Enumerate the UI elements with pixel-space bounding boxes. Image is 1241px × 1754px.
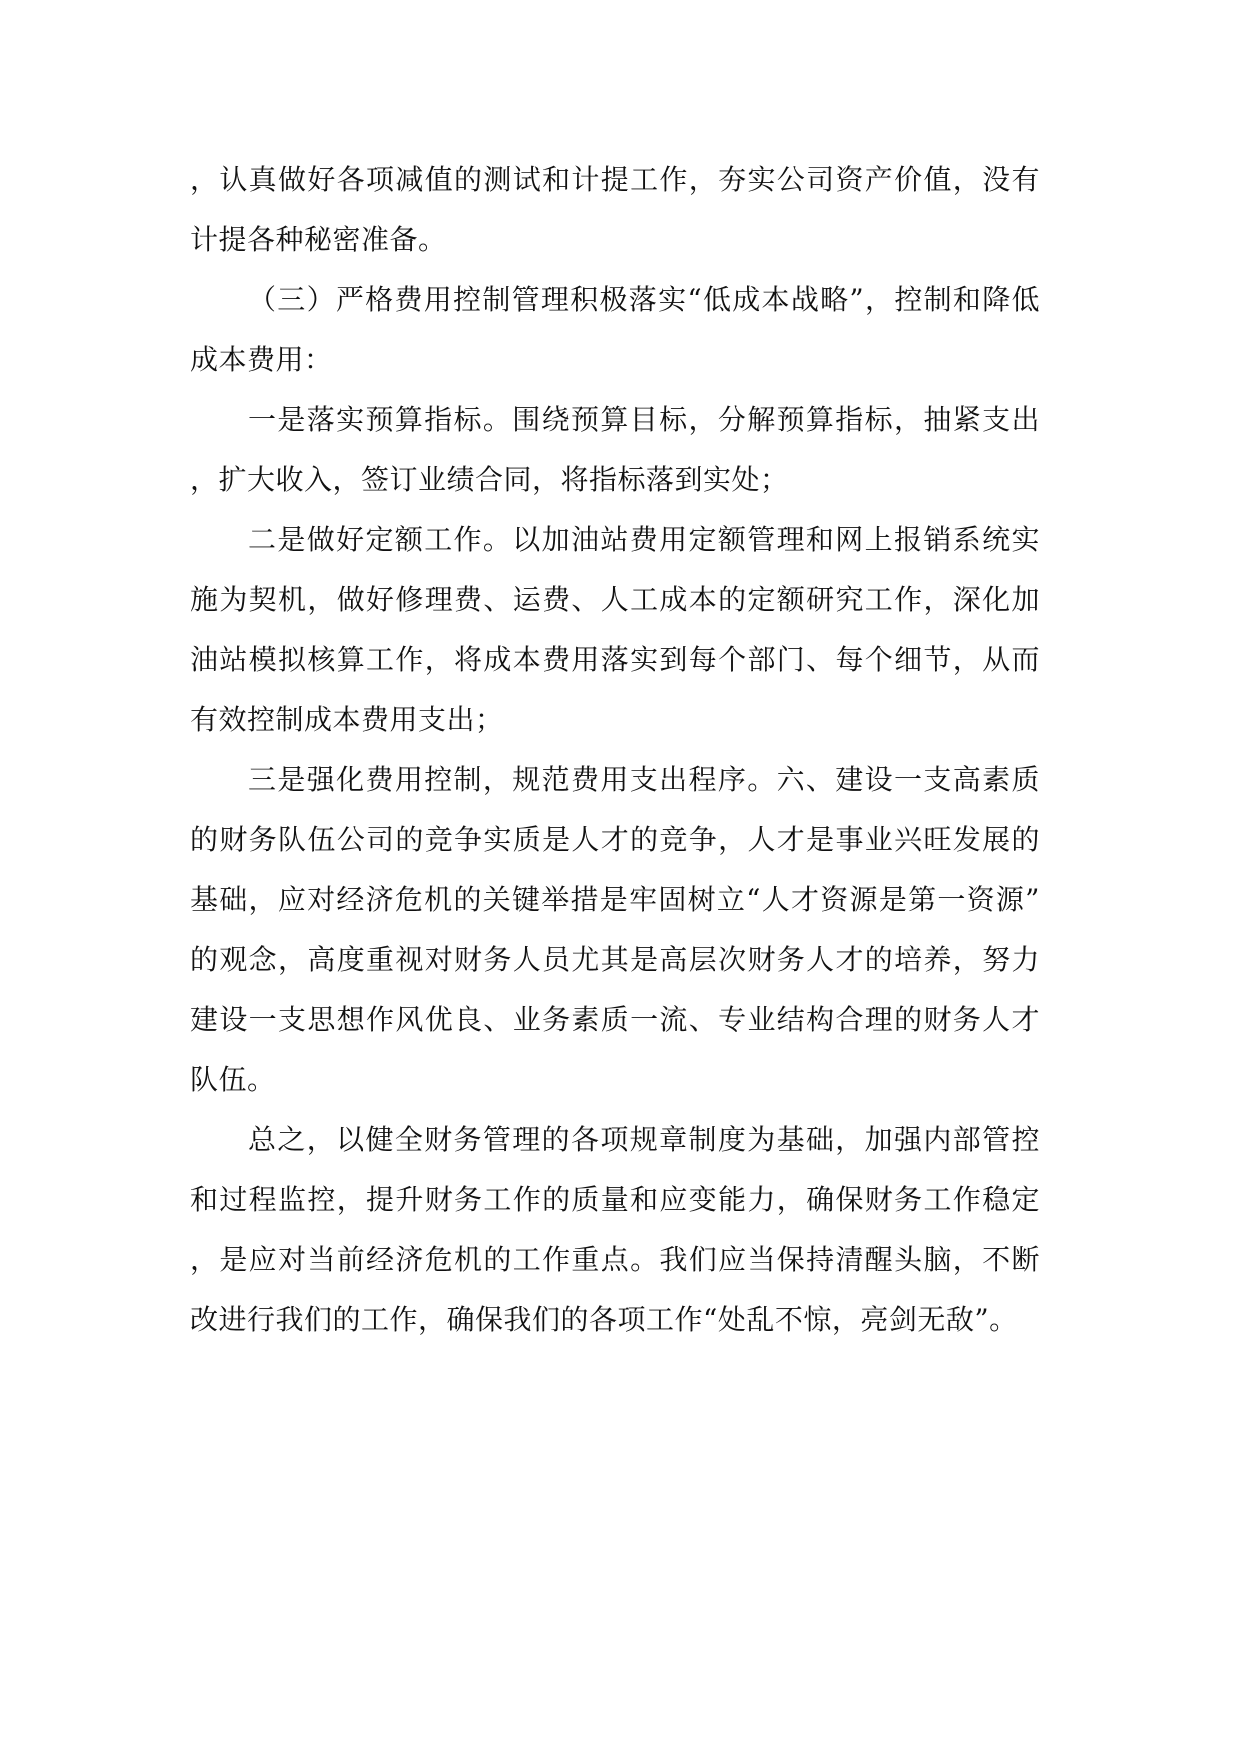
- paragraph-line-9: 油站模拟核算工作，将成本费用落实到每个部门、每个细节，从而: [190, 643, 1040, 676]
- paragraph-line-12: 的财务队伍公司的竞争实质是人才的竞争，人才是事业兴旺发展的: [190, 823, 1040, 856]
- paragraph-line-13: 基础，应对经济危机的关键举措是牢固树立“人才资源是第一资源”: [190, 883, 1040, 916]
- paragraph-line-1: ，认真做好各项减值的测试和计提工作，夯实公司资产价值，没有: [190, 163, 1040, 196]
- paragraph-line-2: 计提各种秘密准备。: [190, 223, 447, 256]
- paragraph-line-19: ，是应对当前经济危机的工作重点。我们应当保持清醒头脑，不断: [190, 1243, 1040, 1276]
- document-body: [190, 150, 1040, 1350]
- paragraph-line-20: 改进行我们的工作，确保我们的各项工作“处乱不惊，亮剑无敌”。: [190, 1303, 1018, 1336]
- paragraph-line-3: （三）严格费用控制管理积极落实“低成本战略”，控制和降低: [248, 283, 1040, 316]
- paragraph-line-14: 的观念，高度重视对财务人员尤其是高层次财务人才的培养，努力: [190, 943, 1040, 976]
- paragraph-line-5: 一是落实预算指标。围绕预算目标，分解预算指标，抽紧支出: [248, 403, 1040, 436]
- paragraph-line-8: 施为契机，做好修理费、运费、人工成本的定额研究工作，深化加: [190, 583, 1040, 616]
- paragraph-line-15: 建设一支思想作风优良、业务素质一流、专业结构合理的财务人才: [190, 1003, 1040, 1036]
- paragraph-line-7: 二是做好定额工作。以加油站费用定额管理和网上报销系统实: [248, 523, 1040, 556]
- paragraph-line-4: 成本费用：: [190, 343, 333, 376]
- paragraph-line-10: 有效控制成本费用支出；: [190, 703, 504, 736]
- paragraph-line-17: 总之，以健全财务管理的各项规章制度为基础，加强内部管控: [248, 1123, 1040, 1156]
- paragraph-line-11: 三是强化费用控制，规范费用支出程序。六、建设一支高素质: [248, 763, 1040, 796]
- paragraph-line-18: 和过程监控，提升财务工作的质量和应变能力，确保财务工作稳定: [190, 1183, 1040, 1216]
- paragraph-line-6: ，扩大收入，签订业绩合同，将指标落到实处；: [190, 463, 789, 496]
- paragraph-line-16: 队伍。: [190, 1063, 276, 1096]
